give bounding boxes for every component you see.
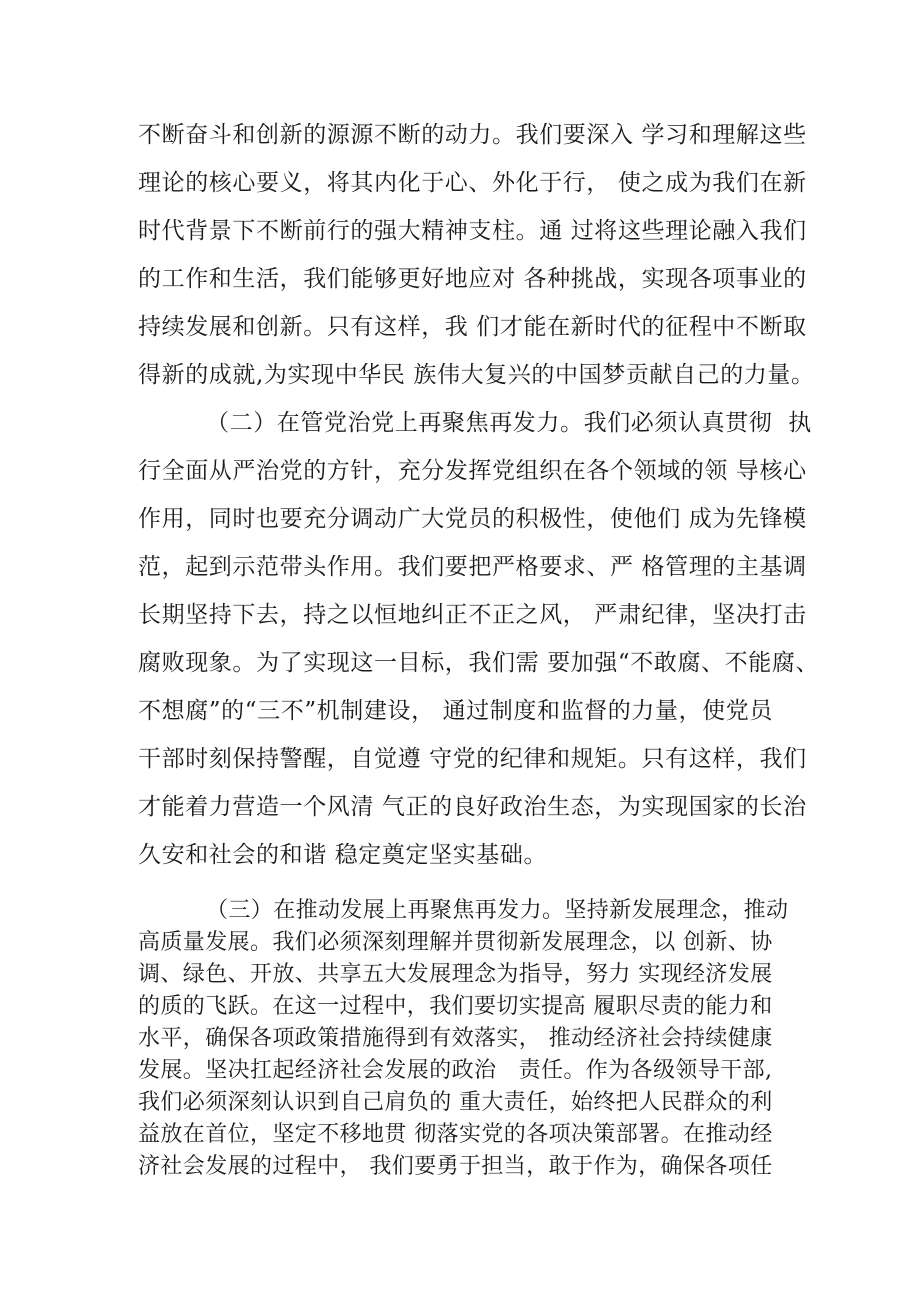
text-line: 益放在首位，坚定不移地贯 彻落实党的各项决策部署。在推动经 xyxy=(138,1122,773,1147)
text-line: 的质的飞跃。在这一过程中，我们要切实提高 履职尽责的能力和 xyxy=(138,994,773,1019)
text-line: 的工作和生活，我们能够更好地应对 各种挑战，实现各项事业的 xyxy=(138,266,807,292)
text-line: 理论的核心要义，将其内化于心、外化于行， 使之成为我们在新 xyxy=(138,170,807,196)
text-line: 水平，确保各项政策措施得到有效落实， 推动经济社会持续健康 xyxy=(138,1026,773,1051)
text-line: 长期坚持下去，持之以恒地纠正不正之风， 严肃纪律，坚决打击 xyxy=(138,602,807,628)
text-line: 范，起到示范带头作用。我们要把严格要求、严 格管理的主基调 xyxy=(138,554,807,580)
text-line: 高质量发展。我们必须深刻理解并贯彻新发展理念，以 创新、协 xyxy=(138,930,773,955)
text-line: 作用，同时也要充分调动广大党员的积极性，使他们 成为先锋模 xyxy=(138,506,807,532)
text-line: 调、绿色、开放、共享五大发展理念为指导，努力 实现经济发展 xyxy=(138,962,773,987)
text-line: 不断奋斗和创新的源源不断的动力。我们要深入 学习和理解这些 xyxy=(138,122,807,148)
text-line: 得新的成就,为实现中华民 族伟大复兴的中国梦贡献自己的力量。 xyxy=(138,362,815,388)
text-line: 久安和社会的和谐 稳定奠定坚实基础。 xyxy=(138,842,548,868)
text-line: 济社会发展的过程中， 我们要勇于担当，敢于作为，确保各项任 xyxy=(138,1154,773,1179)
text-line: 行全面从严治党的方针，充分发挥党组织在各个领域的领 导核心 xyxy=(138,458,807,484)
text-line: （三）在推动发展上再聚焦再发力。坚持新发展理念，推动 xyxy=(206,898,789,923)
text-line: 时代背景下不断前行的强大精神支柱。通 过将这些理论融入我们 xyxy=(138,218,807,244)
text-line: 干部时刻保持警醒，自觉遵 守党的纪律和规矩。只有这样，我们 xyxy=(138,746,807,772)
text-line: 发展。坚决扛起经济社会发展的政治 责任。作为各级领导干部, xyxy=(138,1058,773,1083)
text-line: 我们必须深刻认识到自己肩负的 重大责任，始终把人民群众的利 xyxy=(138,1090,773,1115)
text-line: 腐败现象。为了实现这一目标，我们需 要加强“不敢腐、不能腐、 xyxy=(138,650,820,676)
text-line: 不想腐”的“三不”机制建设， 通过制度和监督的力量，使党员 xyxy=(138,698,773,724)
text-line: （二）在管党治党上再聚焦再发力。我们必须认真贯彻 执 xyxy=(206,410,812,436)
text-line: 才能着力营造一个风清 气正的良好政治生态，为实现国家的长治 xyxy=(138,794,807,820)
text-line: 持续发展和创新。只有这样，我 们才能在新时代的征程中不断取 xyxy=(138,314,807,340)
